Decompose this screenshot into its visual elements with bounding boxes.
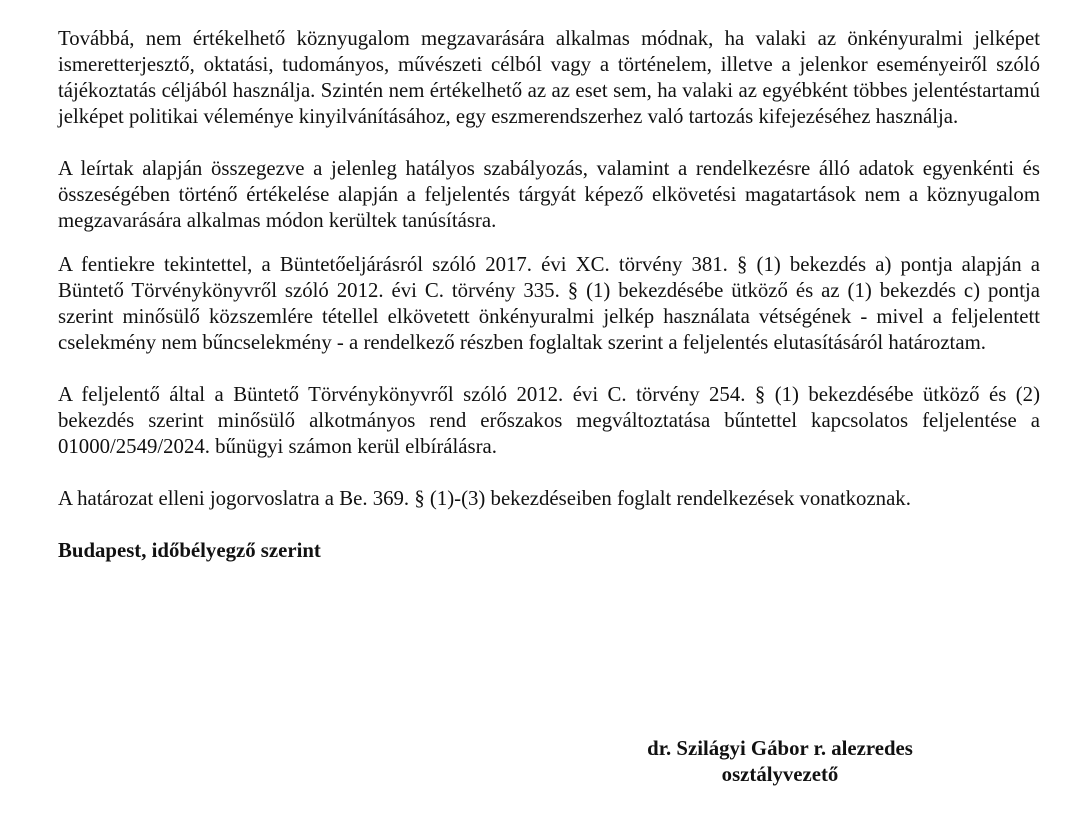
document-body xyxy=(58,26,1040,564)
paragraph-decision: A fentiekre tekintettel, a Büntetőeljárásról szóló 2017. évi XC. törvény 381. § (1) bekezdés a) pontja alapján a Büntető Törvénykönyvről szóló 2012. évi C. törvény 335. § (1) bekezdésébe ütköző és az (1) bekezdés c) pontja szerint minősülő közszemlére tétellel elkövetett önkényuralmi jelkép használata vétségének - mivel a feljelentett cselekmény nem bűncselekmény - a rendelkező részben foglaltak szerint a feljelentés elutasításáról határoztam. xyxy=(58,253,1040,354)
signatory-name: dr. Szilágyi Gábor r. alezredes xyxy=(647,737,913,760)
paragraph-separate-case: A feljelentő által a Büntető Törvénykönyvről szóló 2012. évi C. törvény 254. § (1) bekezdésébe ütköző és (2) bekezdés szerint minősülő alkotmányos rend erőszakos megváltoztatása bűntettel kapcsolatos feljelentése a 01000/2549/2024. bűnügyi számon kerül elbírálásra. xyxy=(58,383,1040,458)
signature-block xyxy=(560,736,1000,788)
paragraph-legal-remedy: A határozat elleni jogorvoslatra a Be. 369. § (1)-(3) bekezdéseiben foglalt rendelkezések vonatkoznak. xyxy=(58,487,911,510)
place-and-date: Budapest, időbélyegző szerint xyxy=(58,539,321,562)
signatory-title: osztályvezető xyxy=(721,763,839,786)
paragraph-public-order: Továbbá, nem értékelhető köznyugalom megzavarására alkalmas módnak, ha valaki az önkényuralmi jelképet ismeretterjesztő, oktatási, tudományos, művészeti célból vagy a történelem, illetve a jelenkor eseményeiről szóló tájékoztatás céljából használja. Szintén nem értékelhető az az eset sem, ha valaki az egyébként többes jelentéstartamú jelképet politikai véleménye kinyilvánításához, egy eszmerendszerhez való tartozás kifejezéséhez használja. xyxy=(58,27,1040,128)
paragraph-summary: A leírtak alapján összegezve a jelenleg hatályos szabályozás, valamint a rendelkezésre álló adatok egyenkénti és összeségében történő értékelése alapján a feljelentés tárgyát képező elkövetési magatartások nem a köznyugalom megzavarására alkalmas módon kerültek tanúsításra. xyxy=(58,157,1040,232)
